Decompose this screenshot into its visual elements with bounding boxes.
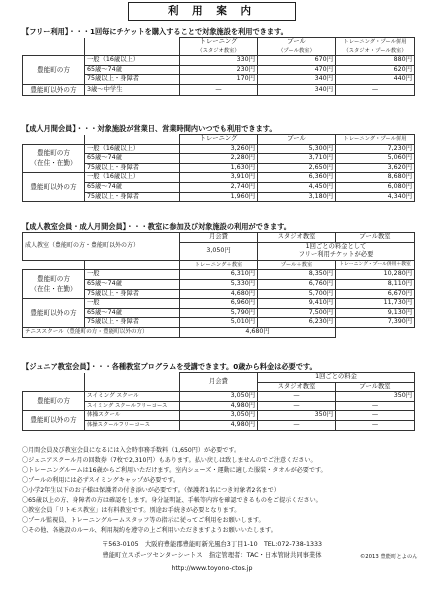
group-label: 豊能町以外の方 xyxy=(23,411,85,430)
price-cell: 230円 xyxy=(180,65,258,75)
lesson-fee-note: 1回ごとの料金として フリー利用チケットが必要 xyxy=(258,242,415,260)
note-line: 〇その他、各施設のルール、利用規約を遵守の上ご利用いただきますようお願いいたします。 xyxy=(22,527,277,534)
note-line: 〇65歳以上の方、身障者の方は確認をします。身分証明証、手帳等内容を確認できるものをご提示ください。 xyxy=(22,497,322,504)
footer-url[interactable]: http://www.toyono-ctos.jp xyxy=(171,565,253,572)
table-row xyxy=(23,144,415,154)
group-label: 豊能町の方 （在住・在勤） xyxy=(23,270,85,299)
price-cell: 6,080円 xyxy=(336,182,415,192)
row-label: 体操スクールフリーコース xyxy=(85,420,180,430)
junior-col-monthly: 月会費 xyxy=(180,373,258,392)
row-label: 一般（16歳以上） xyxy=(85,56,180,66)
price-cell: 7,390円 xyxy=(336,318,415,328)
row-label: スイミング スクール xyxy=(85,392,180,402)
lesson-sub-training: トレーニング＋教室 xyxy=(180,260,258,270)
price-cell: 170円 xyxy=(180,75,258,85)
note-line: 〇プール監視員、トレーニングルームスタッフ等の指示に従ってご利用をお願いします。 xyxy=(22,517,265,524)
group-label: 豊能町の方 xyxy=(23,392,85,411)
free-use-heading: 【フリー利用】・・・1回毎にチケットを購入することで対象施設を利用できます。 xyxy=(22,27,288,36)
price-cell: 7,230円 xyxy=(336,144,415,154)
row-label: 75歳以上・身障者 xyxy=(85,75,180,85)
price-cell: 670円 xyxy=(258,56,336,66)
junior-col-studio: スタジオ教室 xyxy=(258,382,336,392)
table-row xyxy=(23,56,415,66)
free-use-section xyxy=(22,27,414,96)
price-cell: — xyxy=(258,420,336,430)
row-label: 65歳〜74歳 xyxy=(85,279,180,289)
row-label: 65歳〜74歳 xyxy=(85,65,180,75)
price-cell: 5,790円 xyxy=(180,308,258,318)
group-label: 豊能町以外の方 xyxy=(23,299,85,328)
price-cell: 8,350円 xyxy=(258,270,336,280)
price-cell: 6,960円 xyxy=(180,299,258,309)
row-label: 一般 xyxy=(85,299,180,309)
price-cell: 6,670円 xyxy=(336,289,415,299)
price-cell: 3,910円 xyxy=(180,173,258,183)
row-label: 一般 xyxy=(85,270,180,280)
lesson-col-studio: スタジオ教室 xyxy=(258,233,336,243)
row-label: 65歳〜74歳 xyxy=(85,154,180,164)
row-label: 一般（16歳以上） xyxy=(85,144,180,154)
price-cell: 6,310円 xyxy=(180,270,258,280)
price-cell: 330円 xyxy=(180,56,258,66)
price-cell: 11,730円 xyxy=(336,299,415,309)
table-row xyxy=(23,299,415,309)
price-cell: 2,740円 xyxy=(180,182,258,192)
price-cell: — xyxy=(180,84,258,95)
price-cell: 470円 xyxy=(258,65,336,75)
row-label: 75歳以上・身障者 xyxy=(85,163,180,173)
lesson-col-monthly: 月会費 xyxy=(180,233,258,243)
group-label: 豊能町以外の方 xyxy=(23,84,85,95)
adult-monthly-heading: 【成人月間会員】・・・対象施設が営業日、営業時間内いつでも利用できます。 xyxy=(22,124,277,133)
lesson-sub-pool: プール＋教室 xyxy=(258,260,336,270)
adult-monthly-table xyxy=(22,134,415,202)
price-cell: 3,710円 xyxy=(258,154,336,164)
free-use-table xyxy=(22,37,415,96)
adult-col-combo: トレーニング・プール併用 xyxy=(336,135,415,145)
junior-col-per: 1回ごとの料金 xyxy=(258,373,415,383)
copyright: ©2013 豊能町とよのん xyxy=(360,554,418,560)
note-line: 〇教室会員「リトモス教室」は有料教室です。別途お手続きが必要となります。 xyxy=(22,507,241,514)
price-cell: 5,330円 xyxy=(180,279,258,289)
adult-col-training: トレーニング xyxy=(180,135,258,145)
price-cell: 10,280円 xyxy=(336,270,415,280)
footer-address: 〒563-0105 大阪府豊能郡豊能町新光風台3丁目1-10 TEL:072-738-1333 xyxy=(101,541,323,548)
junior-col-pool: プール教室 xyxy=(336,382,415,392)
lesson-fee-label: 成人教室（豊能町の方・豊能町以外の方） xyxy=(23,233,180,261)
price-cell: 8,110円 xyxy=(336,279,415,289)
row-label: 75歳以上・身障者 xyxy=(85,318,180,328)
price-cell: 2,280円 xyxy=(180,154,258,164)
free-col-pool: プール （プール教室） xyxy=(258,38,336,56)
price-cell: 9,410円 xyxy=(258,299,336,309)
group-label: 豊能町の方 （在住・在勤） xyxy=(23,144,85,173)
row-label: 75歳以上・身障者 xyxy=(85,289,180,299)
adult-col-pool: プール xyxy=(258,135,336,145)
lesson-sub-combo: トレーニング・プール併用＋教室 xyxy=(336,260,415,270)
group-label: 豊能町の方 xyxy=(23,56,85,85)
lesson-fee-value: 3,050円 xyxy=(180,242,258,260)
adult-lesson-table xyxy=(22,232,415,338)
price-cell: 4,980円 xyxy=(180,420,258,430)
price-cell: 4,980円 xyxy=(180,401,258,411)
price-cell: 3,620円 xyxy=(336,163,415,173)
price-cell: 6,360円 xyxy=(258,173,336,183)
price-cell: 4,340円 xyxy=(336,192,415,202)
price-cell: 4,680円 xyxy=(180,289,258,299)
row-label: 3歳〜中学生 xyxy=(85,84,180,95)
price-cell: 2,650円 xyxy=(258,163,336,173)
row-label: スイミング スクールフリーコース xyxy=(85,401,180,411)
price-cell: 1,630円 xyxy=(180,163,258,173)
junior-heading: 【ジュニア教室会員】・・・各種教室プログラムを受講できます。0歳から料金は必要です。 xyxy=(22,362,317,371)
row-label: 一般（16歳以上） xyxy=(85,173,180,183)
lesson-col-pool: プール教室 xyxy=(336,233,415,243)
page-title: 利 用 案 内 xyxy=(128,2,296,21)
table-row xyxy=(23,173,415,183)
price-cell: 1,960円 xyxy=(180,192,258,202)
price-cell: 5,300円 xyxy=(258,144,336,154)
price-cell: 350円 xyxy=(258,411,336,421)
row-label: 65歳〜74歳 xyxy=(85,308,180,318)
price-cell: — xyxy=(258,401,336,411)
table-row xyxy=(23,392,415,402)
price-cell: 3,050円 xyxy=(180,392,258,402)
price-cell: — xyxy=(336,411,415,421)
price-cell: 3,260円 xyxy=(180,144,258,154)
price-cell: — xyxy=(336,420,415,430)
price-cell: 5,010円 xyxy=(180,318,258,328)
price-cell: 350円 xyxy=(336,392,415,402)
price-cell: 620円 xyxy=(336,65,415,75)
price-cell: 9,130円 xyxy=(336,308,415,318)
note-line: 〇ジュニアスクール月の回数券（7枚で2,310円）もあります。払い戻しは致しませんのでご注意ください。 xyxy=(22,457,317,464)
adult-lesson-heading: 【成人教室会員・成人月間会員】・・・教室に参加及び対象施設の利用ができます。 xyxy=(22,222,291,231)
price-cell: 6,760円 xyxy=(258,279,336,289)
price-cell: 880円 xyxy=(336,56,415,66)
adult-monthly-section xyxy=(22,124,414,202)
footer-operator: 豊能町立スポーツセンターシートス 指定管理者：TAC・日本管財共同事業体 xyxy=(102,552,322,559)
price-cell: 340円 xyxy=(258,75,336,85)
free-col-combo: トレーニング・プール併用 （スタジオ・プール教室） xyxy=(336,38,415,56)
row-label: 65歳〜74歳 xyxy=(85,182,180,192)
price-cell: 6,230円 xyxy=(258,318,336,328)
table-row xyxy=(23,270,415,280)
price-cell: 4,450円 xyxy=(258,182,336,192)
price-cell: 5,060円 xyxy=(336,154,415,164)
table-row xyxy=(23,327,415,337)
free-col-training: トレーニング （スタジオ教室） xyxy=(180,38,258,56)
adult-lesson-section xyxy=(22,222,414,338)
row-label: 75歳以上・身障者 xyxy=(85,192,180,202)
junior-section xyxy=(22,362,414,431)
note-line: 〇プールの利用には必ずスイミングキャップが必要です。 xyxy=(22,477,180,484)
row-label: 体操スクール xyxy=(85,411,180,421)
price-cell: — xyxy=(336,401,415,411)
tennis-value: 4,680円 xyxy=(180,327,336,337)
group-label: 豊能町以外の方 xyxy=(23,173,85,202)
tennis-label: テニススクール（豊能町の方・豊能町以外の方） xyxy=(23,327,180,337)
price-cell: — xyxy=(258,392,336,402)
price-cell: 440円 xyxy=(336,75,415,85)
table-row xyxy=(23,84,415,95)
price-cell: — xyxy=(336,84,415,95)
junior-table xyxy=(22,372,415,431)
price-cell: 3,180円 xyxy=(258,192,336,202)
price-cell: 7,500円 xyxy=(258,308,336,318)
price-cell: 3,050円 xyxy=(180,411,258,421)
note-line: 〇小学2年生以下のお子様は保護者の付き添いが必要です。（保護者1名につき対象者2名まで） xyxy=(22,487,280,494)
note-line: 〇月間会員及び教室会員になるには入会時事務手数料（1,650円）が必要です。 xyxy=(22,447,241,454)
note-line: 〇トレーニングルームは16歳からご利用いただけます。室内シューズ・運動に適した服装・タオルが必要です。 xyxy=(22,467,327,474)
table-row xyxy=(23,411,415,421)
price-cell: 5,700円 xyxy=(258,289,336,299)
price-cell: 8,680円 xyxy=(336,173,415,183)
price-cell: 340円 xyxy=(258,84,336,95)
